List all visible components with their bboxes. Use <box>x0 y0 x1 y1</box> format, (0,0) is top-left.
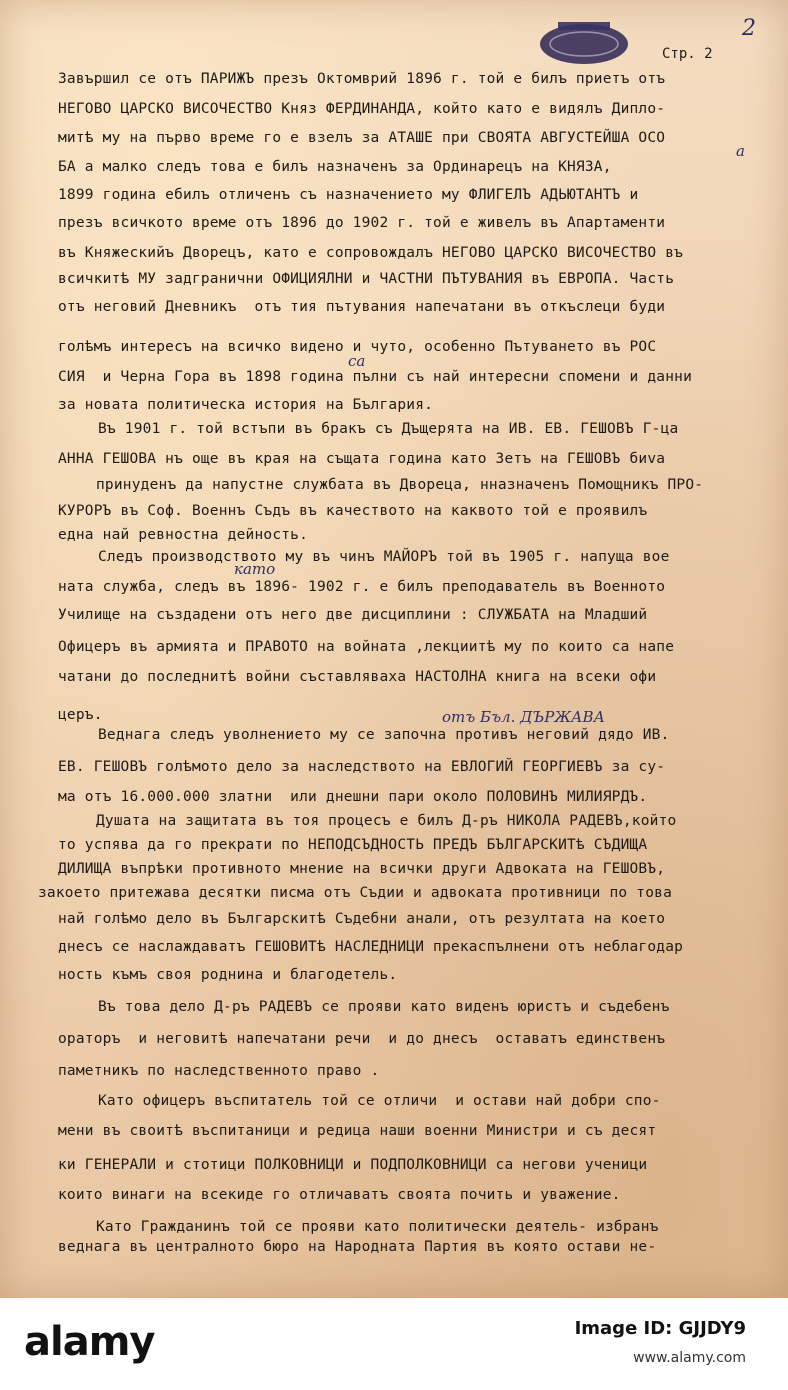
text-line: паметникъ по наследственното право . <box>58 1063 380 1079</box>
text-line: КУРОРЪ въ Соф. Военнъ Съдъ въ качеството на каквото той е проявилъ <box>58 503 648 519</box>
text-line: една най ревностна дейность. <box>58 527 309 543</box>
page-header: Стр. 2 <box>662 46 713 62</box>
text-line: Въ това дело Д-ръ РАДЕВЪ се прояви като виденъ юристъ и съдебенъ <box>98 999 670 1015</box>
handwritten-annotation: са <box>348 352 366 370</box>
text-line: то успява да го прекрати по НЕПОДСЪДНОСТЬ ПРЕДЪ БЪЛГАРСКИТѣ СЪДИЩА <box>58 837 648 853</box>
text-line: Училище на създадени отъ него две дисциплини : СЛУЖБАТА на Младший <box>58 607 648 623</box>
handwritten-page-number: 2 <box>742 16 756 41</box>
text-line: отъ неговий Дневникъ отъ тия пътувания напечатани въ откъслеци буди <box>58 299 666 315</box>
text-line: веднага въ централното бюро на Народната Партия въ която остави не- <box>58 1239 657 1255</box>
text-line: 1899 година ебилъ отличенъ съ назначението му ФЛИГЕЛЪ АДЬЮТАНТЪ и <box>58 187 639 203</box>
text-line: които винаги на всекиде го отличаватъ своята почить и уважение. <box>58 1187 621 1203</box>
text-line: ДИЛИЩА въпрѣки противното мнение на всички други Адвоката на ГЕШОВЪ, <box>58 861 666 877</box>
text-line: чатани до последнитѣ войни съставляваха НАСТОЛНА книга на всеки офи <box>58 669 657 685</box>
text-line: ораторъ и неговитѣ напечатани речи и до днесъ оставатъ единственъ <box>58 1031 666 1047</box>
text-line: ната служба, следъ въ 1896- 1902 г. е билъ преподаватель въ Военното <box>58 579 666 595</box>
text-line: ки ГЕНЕРАЛИ и стотици ПОЛКОВНИЦИ и ПОДПОЛКОВНИЦИ са негови ученици <box>58 1157 648 1173</box>
image-id: Image ID: GJJDY9 <box>574 1318 746 1339</box>
text-line: Като Гражданинъ той се прояви като политически деятель- избранъ <box>96 1219 659 1235</box>
handwritten-annotation: а <box>736 142 745 160</box>
text-line: всичкитѣ МУ задгранични ОФИЦИЯЛНИ и ЧАСТНИ ПЪТУВАНИЯ въ ЕВРОПА. Часть <box>58 271 675 287</box>
stock-url: www.alamy.com <box>633 1350 746 1366</box>
text-line: ЕВ. ГЕШОВЪ голѣмото дело за наследството на ЕВЛОГИЙ ГЕОРГИЕВЪ за су- <box>58 759 666 775</box>
text-line: мени въ своитѣ въспитаници и редица наши военни Министри и съ десят <box>58 1123 657 1139</box>
text-line: Следъ производството му въ чинъ МАЙОРЪ той въ 1905 г. напуща вое <box>98 549 670 565</box>
text-line: Въ 1901 г. той встъпи въ бракъ съ Дъщерята на ИВ. ЕВ. ГЕШОВЪ Г-ца <box>98 421 679 437</box>
stock-brand-logo: alamy <box>24 1319 155 1365</box>
text-line: НЕГОВО ЦАРСКО ВИСОЧЕСТВО Княз ФЕРДИНАНДА, който като е видялъ Дипло- <box>58 101 666 117</box>
text-line: церъ. <box>58 707 103 723</box>
text-line: въ Княжескийъ Дворецъ, като е сопровождалъ НЕГОВО ЦАРСКО ВИСОЧЕСТВО въ <box>58 245 684 261</box>
text-line: митѣ му на първо време го е взелъ за АТАШЕ при СВОЯТА АВГУСТЕЙША ОСО <box>58 130 666 146</box>
text-line: Веднага следъ уволнението му се започна противъ неговий дядо ИВ. <box>98 727 670 743</box>
text-line: АННА ГЕШОВА нъ още въ края на същата година като Зетъ на ГЕШОВЪ биva <box>58 451 666 467</box>
text-line: принуденъ да напустне службата въ Двореца, нназначенъ Помощникъ ПРО- <box>96 477 704 493</box>
text-line: днесъ се наслаждаватъ ГЕШОВИТѣ НАСЛЕДНИЦИ прекаспълнени отъ неблагодар <box>58 939 684 955</box>
text-line: Офицеръ въ армията и ПРАВОТО на войната ,лекциитѣ му по които са напе <box>58 639 675 655</box>
text-line: за новата политическа история на България. <box>58 397 434 413</box>
text-line: Завършил се отъ ПАРИЖЪ презъ Октомврий 1896 г. той е билъ приетъ отъ <box>58 71 666 87</box>
text-line: Като офицеръ въспитатель той се отличи и остави най добри спо- <box>98 1093 661 1109</box>
text-line: Душата на защитата въ тоя процесъ е билъ Д-ръ НИКОЛА РАДЕВЪ,който <box>96 813 677 829</box>
text-line: презъ всичкото време отъ 1896 до 1902 г. той е живелъ въ Апартаменти <box>58 215 666 231</box>
text-line: ность къмъ своя роднина и благодетель. <box>58 967 398 983</box>
archive-stamp-icon <box>536 18 632 68</box>
handwritten-annotation: като <box>234 560 276 578</box>
handwritten-annotation: отъ Бъл. ДЪРЖАВА <box>442 708 605 726</box>
text-line: ма отъ 16.000.000 златни или днешни пари около ПОЛОВИНЪ МИЛИЯРДЪ. <box>58 789 648 805</box>
text-line: БА а малко следъ това е билъ назначенъ за Ординарецъ на КНЯЗА, <box>58 159 612 175</box>
text-line: голѣмъ интересъ на всичко видено и чуто, особенно Пътуването въ РОС <box>58 339 657 355</box>
text-line: закоето притежава десятки писма отъ Съдии и адвоката противници по това <box>38 885 673 901</box>
text-line: СИЯ и Черна Гора въ 1898 година пълни съ най интересни спомени и данни <box>58 369 693 385</box>
text-line: най голѣмо дело въ Българскитѣ Съдебни анали, отъ резултата на което <box>58 911 666 927</box>
